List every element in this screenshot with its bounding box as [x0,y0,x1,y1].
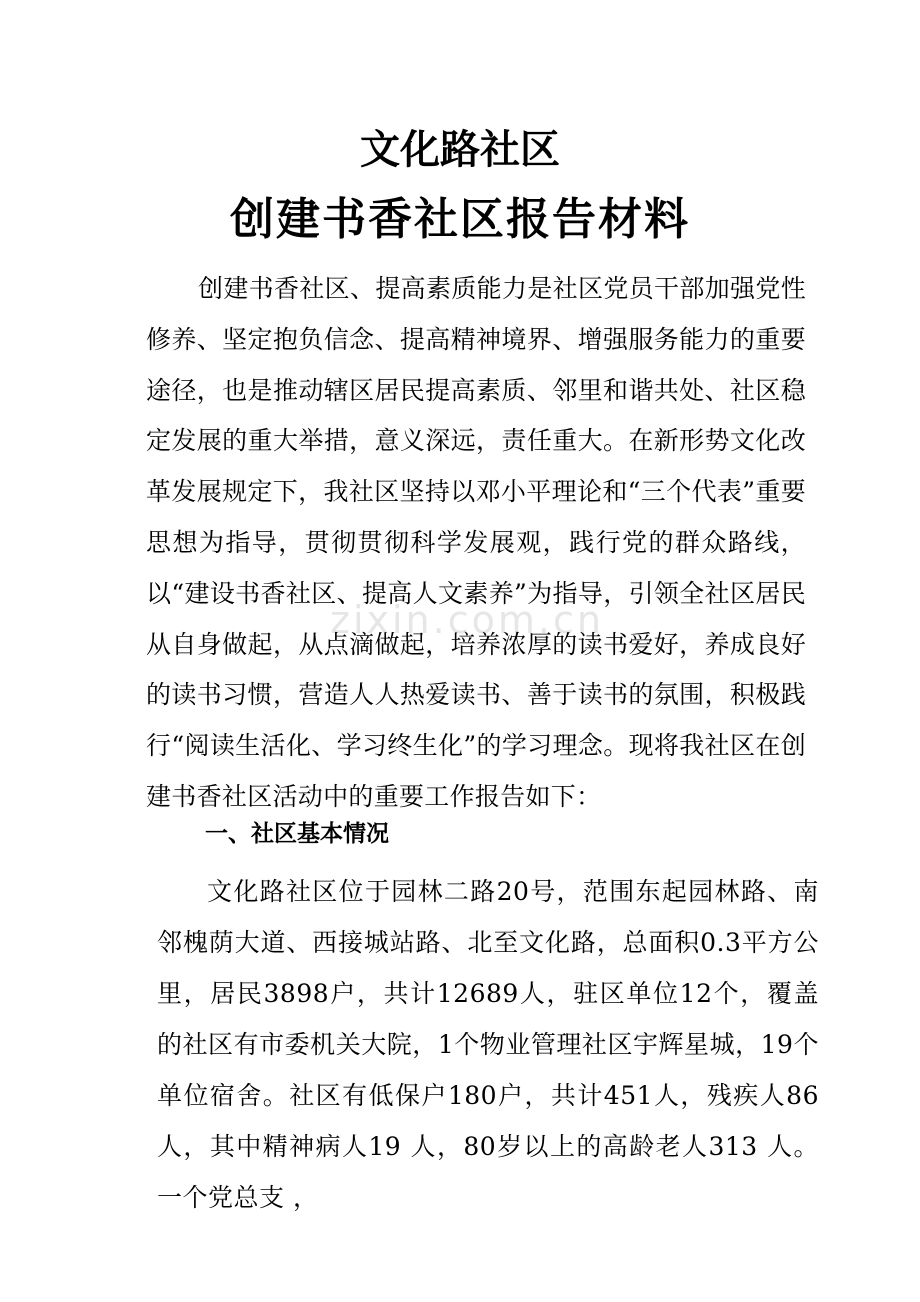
intro-paragraph: 创建书香社区、提高素质能力是社区党员干部加强党性修养、坚定抱负信念、提高精神境界、增强服务能力的重要途径，也是推动辖区居民提高素质、邻里和谐共处、社区稳定发展的重大举措，意义深远，责任重大。在新形势文化改革发展规定下，我社区坚持以邓小平理论和“三个代表”重要思想为指导，贯彻贯彻科学发展观，践行党的群众路线，以“建设书香社区、提高人文素养”为指导，引领全社区居民从自身做起，从点滴做起，培养浓厚的读书爱好，养成良好的读书习惯，营造人人热爱读书、善于读书的氛围，积极践行“阅读生活化、学习终生化”的学习理念。现将我社区在创建书香社区活动中的重要工作报告如下： [146,274,806,811]
document-title-line2: 创建书香社区报告材料 [230,194,690,245]
section-paragraph-basic-info: 文化路社区位于园林二路20号，范围东起园林路、南邻槐荫大道、西接城站路、北至文化路，总面积0.3平方公里，居民3898户，共计12689人，驻区单位12个，覆盖的社区有市委机关大院，1个物业管理社区宇辉星城，19个单位宿舍。社区有低保户180户，共计451人，残疾人86人，其中精神病人19 人，80岁以上的高龄老人313 人。一个党总支 ， [157,877,819,1212]
section-heading-basic-info: 一、社区基本情况 [205,821,389,847]
document-title-line1: 文化路社区 [360,126,560,173]
watermark: zixin.com.cn [330,598,604,642]
